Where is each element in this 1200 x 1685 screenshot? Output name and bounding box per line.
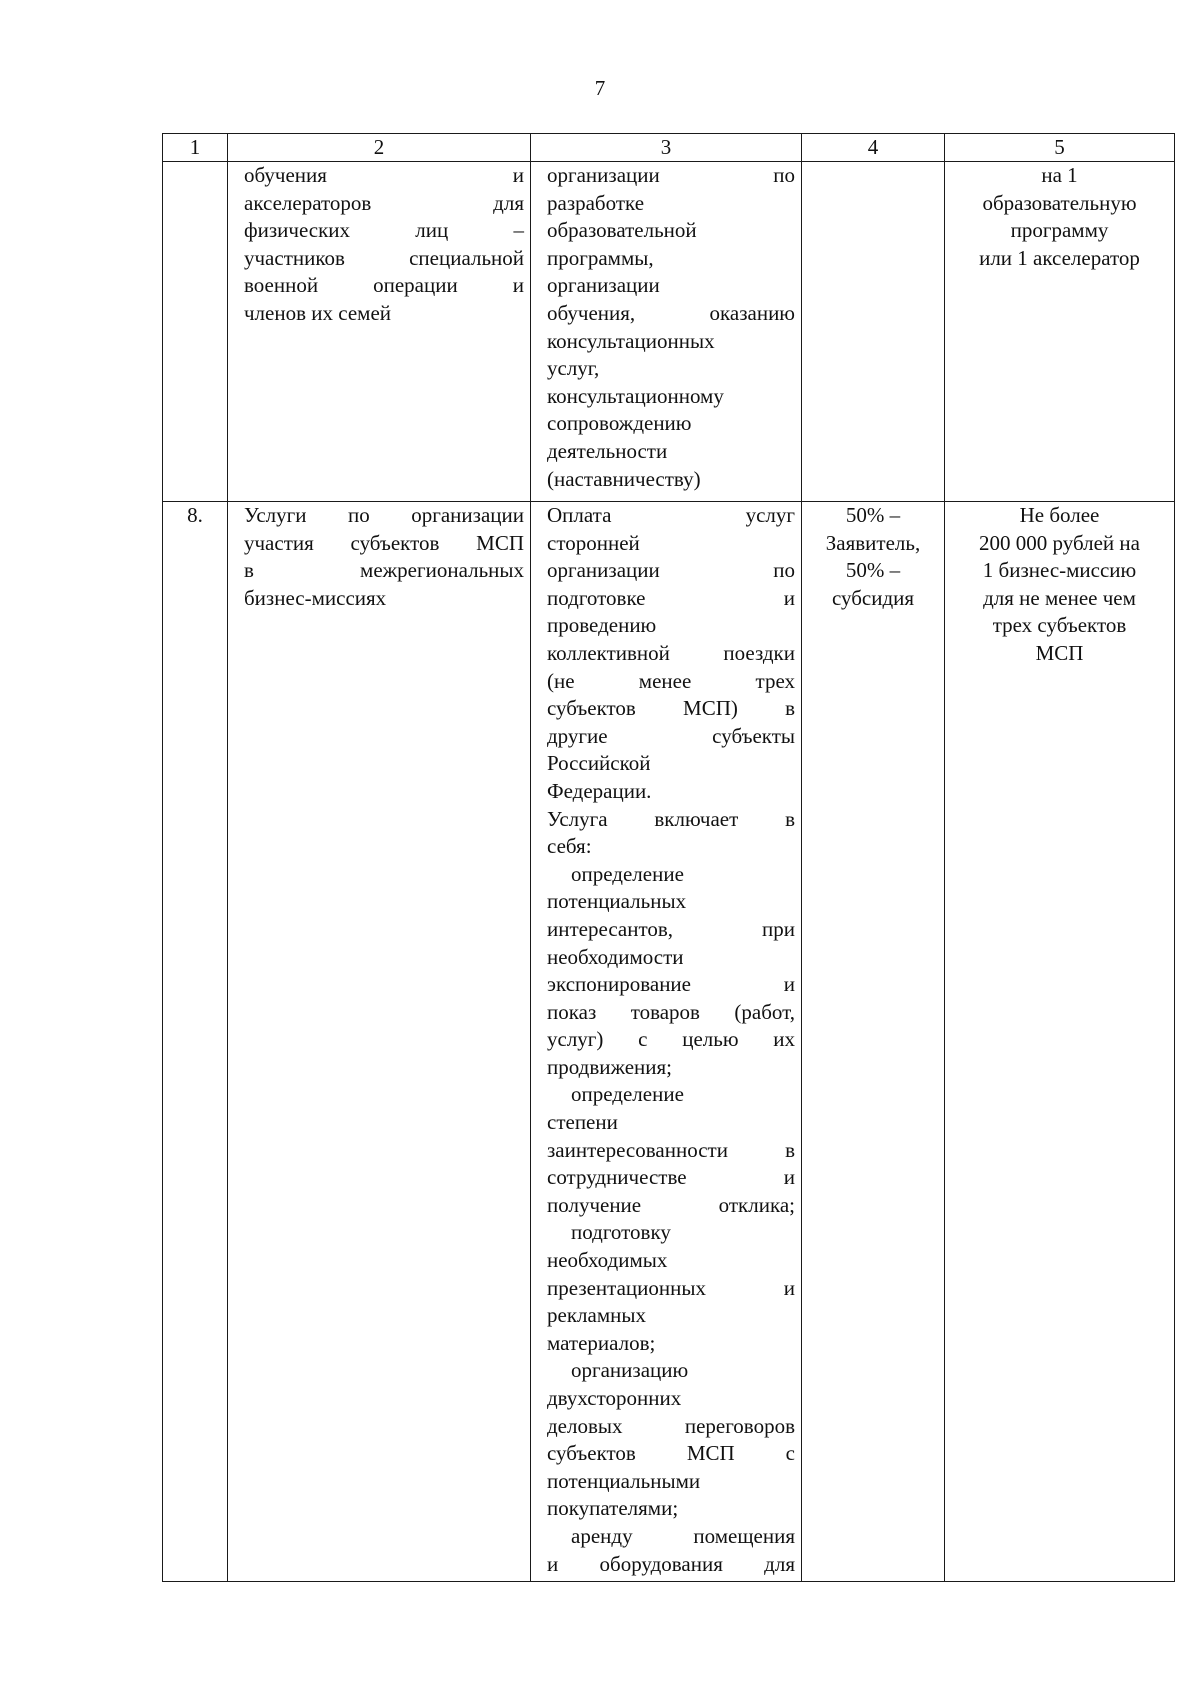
cell-text-line: 200 000 рублей на [979,530,1140,555]
service-name-cell [228,502,531,1582]
cell-text-line: потенциальными [547,1468,701,1493]
cell-text-line: образовательную [982,190,1137,215]
cell-text-line: подготовке и [547,585,795,610]
cell-text-line: программы, [547,245,654,270]
cell-text-line: деятельности [547,438,668,463]
cell-text-line: проведению [547,613,657,638]
cell-text-line: показ товаров (работ, [547,999,795,1024]
cell-text-line: сопровождению [547,411,692,436]
cell-text-line: образовательной [547,218,697,243]
cell-text-line: интересантов, при [547,916,795,941]
cell-text-line: Заявитель, [825,530,921,555]
cell-text-line: обучения и [244,163,524,187]
cell-text-line: Российской [547,751,651,776]
cell-text-line: заинтересованности в [547,1137,795,1162]
cell-text-line: трех субъектов [992,613,1127,638]
cell-text-line: субъектов МСП) в [547,696,795,721]
cell-text-line: презентационных и [547,1275,795,1300]
amount-limit-cell [945,502,1175,1582]
cell-text-line: продвижения; [547,1054,672,1079]
cell-text-line: определение [571,861,684,886]
cell-text-line: услуг, [547,356,600,381]
cell-text-line: или 1 акселератор [979,245,1140,270]
header-col-3: 3 [531,134,802,162]
cell-text-line: (наставничеству) [547,466,701,491]
cell-text-line: физических лиц – [244,218,524,243]
cell-text-line: на 1 [1041,163,1078,187]
service-description-cell [531,502,802,1582]
row-number-cell: 8. [163,502,228,1582]
cell-text-line: сотрудничестве и [547,1165,795,1190]
cell-text-line: Федерации. [547,778,652,803]
row-number-cell [163,162,228,502]
cell-text-line: Оплата услуг [547,503,795,527]
cell-text-line: для не менее чем [983,585,1136,610]
cell-text-line: Услуги по организации [244,503,524,527]
cell-text-line: консультационных [547,328,715,353]
cost-share-cell [802,502,945,1582]
page-number: 7 [594,76,606,100]
cell-text-line: и оборудования для [547,1551,795,1576]
cell-text-line: рекламных [547,1303,646,1328]
cell-text-line: получение отклика; [547,1192,795,1217]
cell-text-line: материалов; [547,1330,656,1355]
cell-text-line: организации по [547,163,795,187]
cell-text-line: себя: [547,834,592,859]
cell-text-line: деловых переговоров [547,1413,795,1438]
header-col-4: 4 [802,134,945,162]
cell-text-line: экспонирование и [547,972,795,997]
cell-text-line: необходимых [547,1248,668,1273]
cell-text-line: степени [547,1110,618,1135]
table-row [163,162,1175,502]
cell-text-line: необходимости [547,944,684,969]
cell-text-line: аренду помещения [571,1523,795,1548]
cell-text-line: разработке [547,190,645,215]
cell-text-line: участников специальной [244,245,524,270]
cell-text-line: организации [547,273,660,298]
cell-text-line: двухсторонних [547,1386,682,1410]
cell-text-line: услуг) с целью их [547,1027,795,1052]
header-col-1: 1 [163,134,228,162]
cell-text-line: Услуга включает в [547,806,795,831]
table-row [163,502,1175,1582]
cell-text-line: сторонней [547,530,640,555]
service-name-cell [228,162,531,502]
header-col-2: 2 [228,134,531,162]
cell-text-line: программу [1010,218,1109,243]
cell-text-line: в межрегиональных [244,558,524,583]
cell-text-line: покупателями; [547,1496,679,1521]
cell-text-line: участия субъектов МСП [244,530,524,555]
cell-text-line: коллективной поездки [547,640,795,665]
cell-text-line: 1 бизнес-миссию [982,558,1137,583]
table-header-row [163,134,1175,162]
cell-text-line: (не менее трех [547,668,795,693]
services-table [162,133,1175,1582]
cell-text-line: подготовку [571,1220,671,1245]
cell-text-line: акселераторов для [244,190,524,215]
cell-text-line: МСП [1035,640,1084,665]
cell-text-line: бизнес-миссиях [244,585,387,610]
cell-text-line: потенциальных [547,889,687,914]
cell-text-line: другие субъекты [547,723,795,748]
service-description-cell [531,162,802,502]
cell-text-line: консультационному [547,383,724,408]
cell-text-line: военной операции и [244,273,524,298]
cost-share-cell [802,162,945,502]
cell-text-line: субъектов МСП с [547,1441,795,1466]
cell-text-line: 50% – [845,558,901,583]
cell-text-line: обучения, оказанию [547,300,795,325]
cell-text-line: определение [571,1082,684,1107]
cell-text-line: членов их семей [244,300,391,325]
cell-text-line: организацию [571,1358,689,1383]
cell-text-line: 50% – [845,503,901,527]
cell-text-line: организации по [547,558,795,583]
header-col-5: 5 [945,134,1175,162]
cell-text-line: субсидия [831,585,915,610]
cell-text-line: Не более [1019,503,1100,527]
amount-limit-cell [945,162,1175,502]
